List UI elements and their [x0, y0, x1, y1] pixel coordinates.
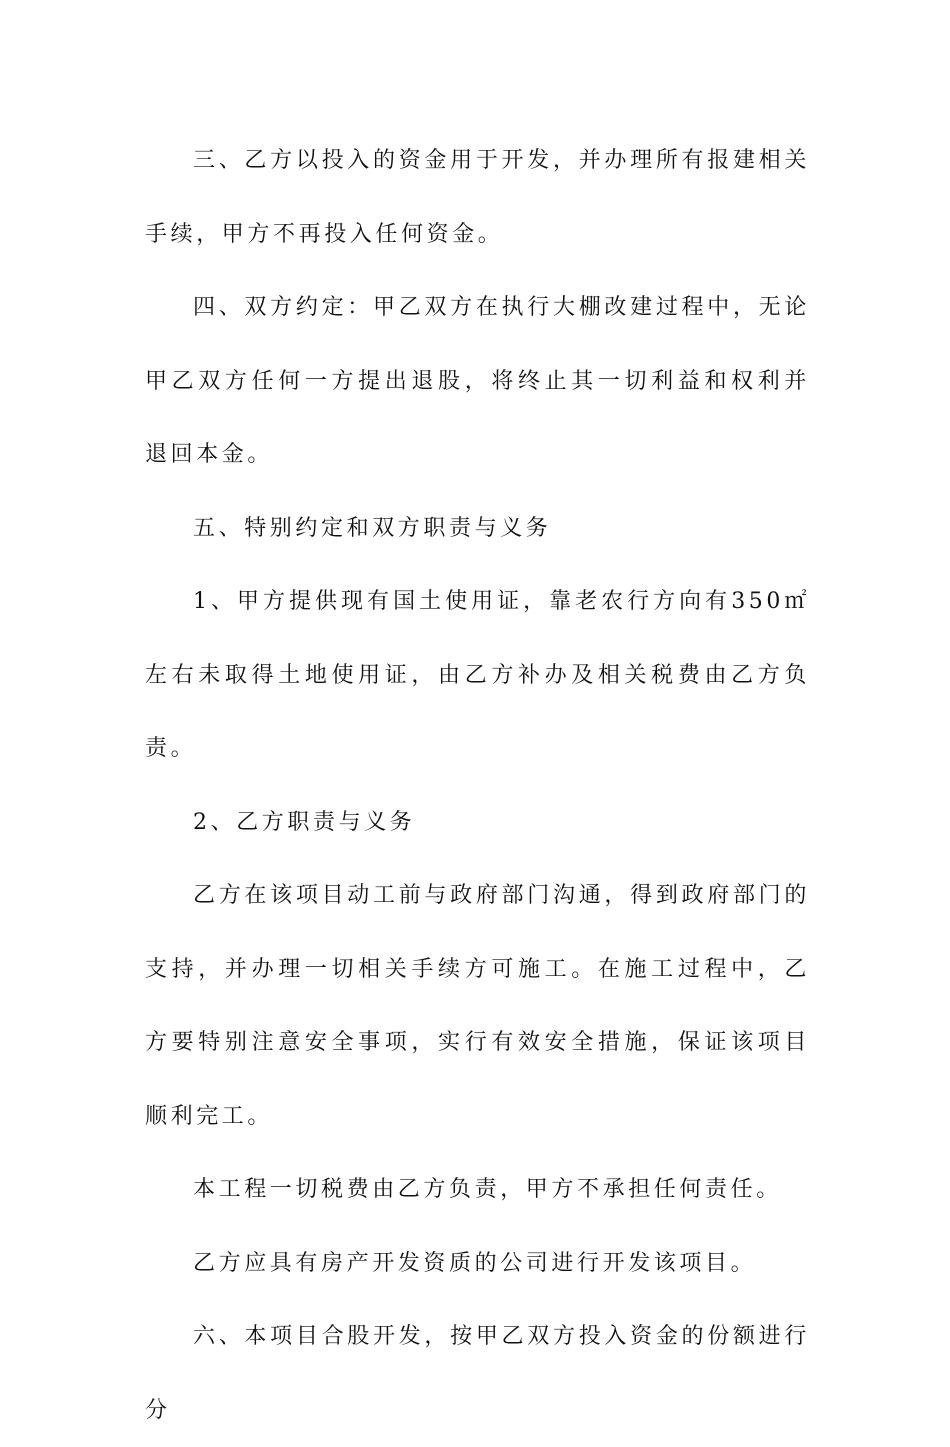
paragraph-clause-3: 三、乙方以投入的资金用于开发，并办理所有报建相关手续，甲方不再投入任何资金。 [145, 148, 810, 247]
paragraph-party-b-duties: 乙方在该项目动工前与政府部门沟通，得到政府部门的支持，并办理一切相关手续方可施工。在施工过程中，乙方要特别注意安全事项，实行有效安全措施，保证该项目顺利完工。 [145, 883, 810, 1129]
paragraph-clause-6: 六、本项目合股开发，按甲乙双方投入资金的份额进行分 [145, 1324, 810, 1423]
paragraph-clause-5-heading: 五、特别约定和双方职责与义务 [193, 515, 552, 541]
paragraph-qualification: 乙方应具有房产开发资质的公司进行开发该项目。 [193, 1250, 757, 1276]
paragraph-taxes: 本工程一切税费由乙方负责，甲方不承担任何责任。 [193, 1177, 782, 1202]
paragraph-clause-4: 四、双方约定：甲乙双方在执行大棚改建过程中，无论甲乙双方任何一方提出退股，将终止其一切利益和权利并退回本金。 [145, 295, 810, 467]
paragraph-item-1: 1、甲方提供现有国土使用证，靠老农行方向有350㎡左右未取得土地使用证，由乙方补办及相关税费由乙方负责。 [145, 589, 810, 761]
paragraph-item-2-heading: 2、乙方职责与义务 [193, 809, 416, 835]
document-body [145, 124, 810, 1447]
